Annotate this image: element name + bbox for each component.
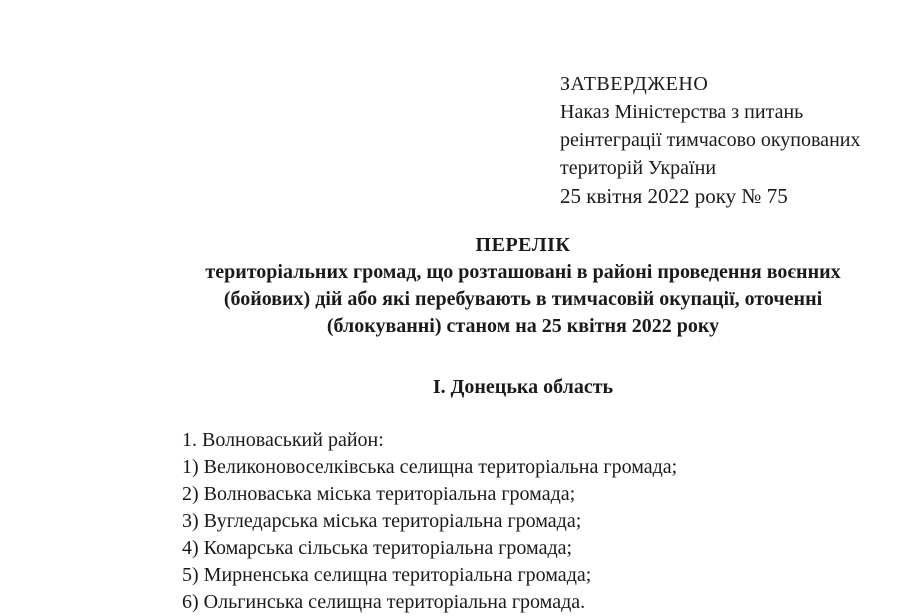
section-title: І. Донецька область <box>432 376 614 398</box>
list-item: 2) Волноваська міська територіальна громада; <box>182 483 576 505</box>
list-item: 5) Мирненська селищна територіальна громада; <box>182 564 592 586</box>
approval-date-number: 25 квітня 2022 року № 75 <box>560 184 788 208</box>
approval-line: Наказ Міністерства з питань <box>560 101 804 123</box>
district-list <box>182 427 677 616</box>
approval-line: територій України <box>560 157 717 179</box>
list-item: 4) Комарська сільська територіальна громада; <box>182 537 573 559</box>
document-subtitle-line: (бойових) дій або які перебувають в тимчасовій окупації, оточенні <box>223 288 823 310</box>
approval-stamp: ЗАТВЕРДЖЕНО <box>560 73 709 95</box>
district-title: 1. Волноваський район: <box>182 429 384 451</box>
document-title: ПЕРЕЛІК <box>475 234 571 256</box>
document-subtitle-line: територіальних громад, що розташовані в районі проведення воєнних <box>205 261 841 283</box>
document-heading <box>110 232 908 340</box>
list-item: 3) Вугледарська міська територіальна громада; <box>182 510 582 532</box>
document-subtitle-line: (блокуванні) станом на 25 квітня 2022 року <box>326 315 720 337</box>
list-item: 6) Ольгинська селищна територіальна громада. <box>182 591 586 613</box>
approval-block <box>560 70 860 210</box>
approval-line: реінтеграції тимчасово окупованих <box>560 129 861 151</box>
list-item: 1) Великоновоселківська селищна територіальна громада; <box>182 456 678 478</box>
